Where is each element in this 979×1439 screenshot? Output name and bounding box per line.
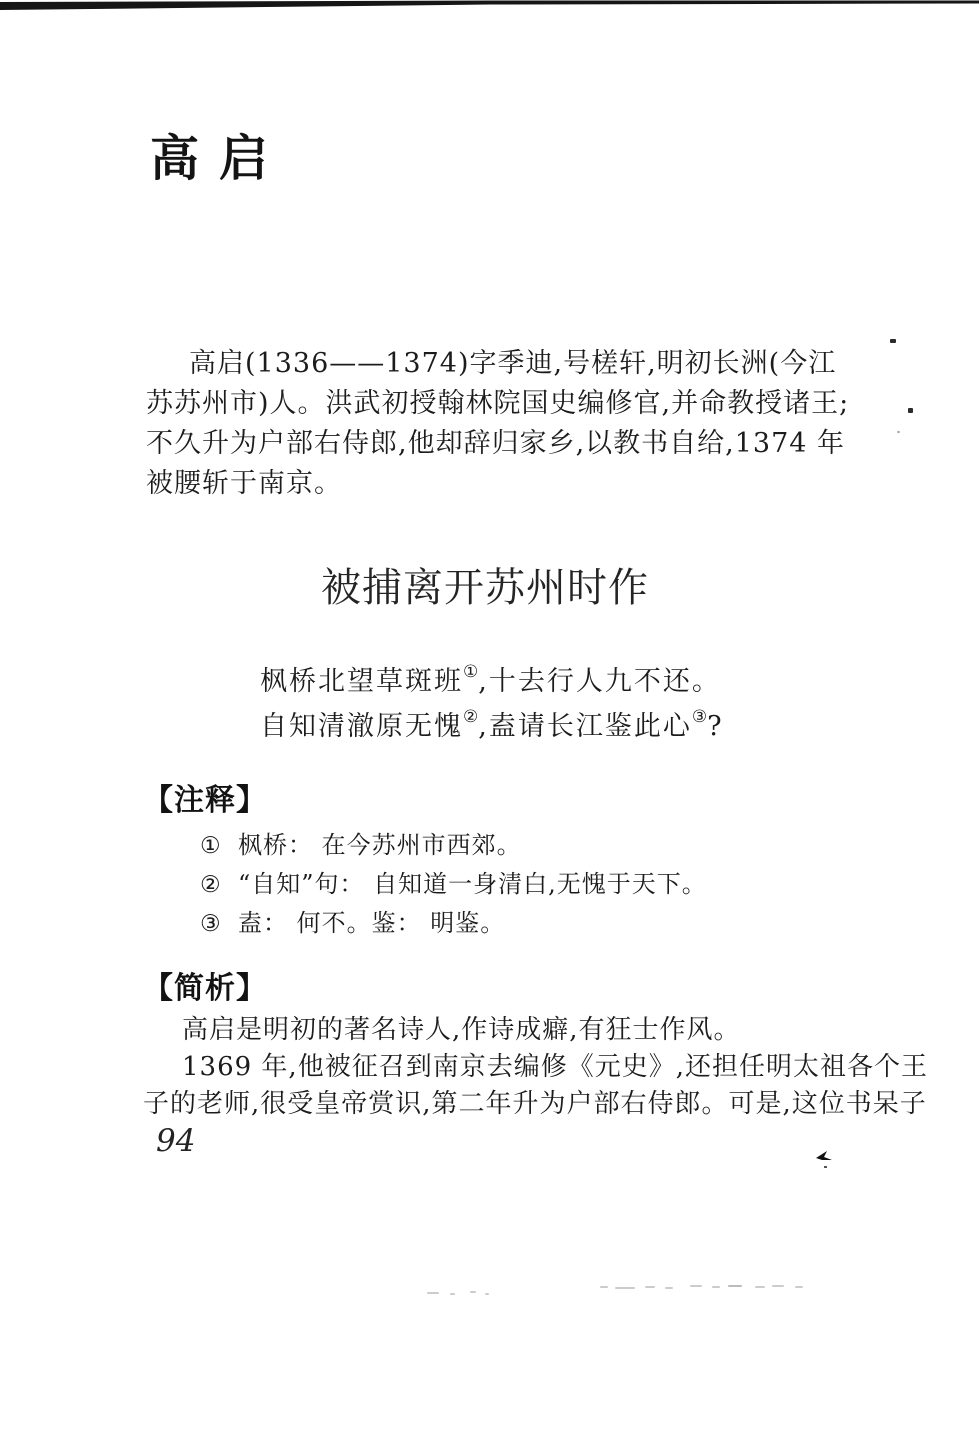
bleed-through-speck [665,1287,673,1289]
poem-line-2-text: 自知清澈原无愧 [260,711,463,742]
poem-line-1 [260,664,721,699]
biography-line: 高启(1336——1374)字季迪,号槎轩,明初长洲(今江 [189,348,837,379]
analysis-line: 子的老师,很受皇帝赏识,第二年升为户部右侍郎。可是,这位书呆子 [143,1089,927,1119]
poem-line-1-text-cont: ,十去行人九不还。 [478,666,721,697]
section-header-notes: 【注释】 [143,783,267,818]
bleed-through-speck [485,1293,489,1295]
bleed-through-speck [427,1292,439,1294]
footnote-ref-2: ② [463,707,479,727]
chapter-title-char-2: 启 [219,130,269,187]
author-biography [146,344,850,504]
poem-line-1-text: 枫桥北望草斑班 [260,666,463,697]
notes-list [200,826,820,943]
note-item [200,865,820,904]
note-number: ① [200,833,221,859]
poem-title: 被捕离开苏州时作 [321,565,649,611]
scan-speck [897,431,900,433]
chapter-title-char-1: 高 [150,130,200,187]
bleed-through-speck [772,1285,784,1287]
bleed-through-speck [712,1286,720,1288]
scan-edge-line [0,0,979,14]
biography-line: 被腰斩于南京。 [146,468,342,499]
note-text: 枫桥： 在今苏州市西郊。 [238,831,522,859]
analysis-body [143,1012,928,1123]
scan-speck [890,339,896,343]
bleed-through-speck [450,1293,455,1295]
analysis-line: 1369 年,他被征召到南京去编修《元史》,还担任明太祖各个王 [182,1052,928,1082]
bleed-through-speck [728,1285,742,1287]
chapter-title [150,130,269,187]
note-number: ③ [200,911,221,937]
note-item [200,904,820,943]
bleed-through-speck [755,1286,765,1288]
bleed-through-speck [600,1286,608,1288]
footnote-ref-1: ① [463,662,479,682]
analysis-line: 高启是明初的著名诗人,作诗成癖,有狂士作风。 [182,1015,741,1045]
section-header-analysis: 【简析】 [143,971,267,1006]
note-text: “自知”句： 自知道一身清白,无愧于天下。 [238,870,707,898]
biography-line: 不久升为户部右侍郎,他却辞归家乡,以教书自给,1374 年 [146,428,846,459]
poem-line-2-text-cont: ,盍请长江鉴此心 [478,711,692,742]
bleed-through-speck [645,1286,655,1288]
bleed-through-speck [690,1285,702,1287]
note-number: ② [200,872,221,898]
bleed-through-speck [795,1286,803,1288]
biography-line: 苏苏州市)人。洪武初授翰林院国史编修官,并命教授诸王; [146,388,850,419]
note-text: 盍： 何不。鉴： 明鉴。 [238,909,506,937]
page-number: 94 [156,1123,196,1159]
bleed-through-speck [615,1287,635,1289]
scan-mark-arrow [815,1149,837,1171]
scan-speck [908,408,913,413]
poem-line-2 [260,709,724,744]
footnote-ref-3: ③ [691,707,708,727]
poem-line-2-end: ? [707,711,724,742]
note-item [200,826,820,865]
bleed-through-speck [470,1291,476,1293]
